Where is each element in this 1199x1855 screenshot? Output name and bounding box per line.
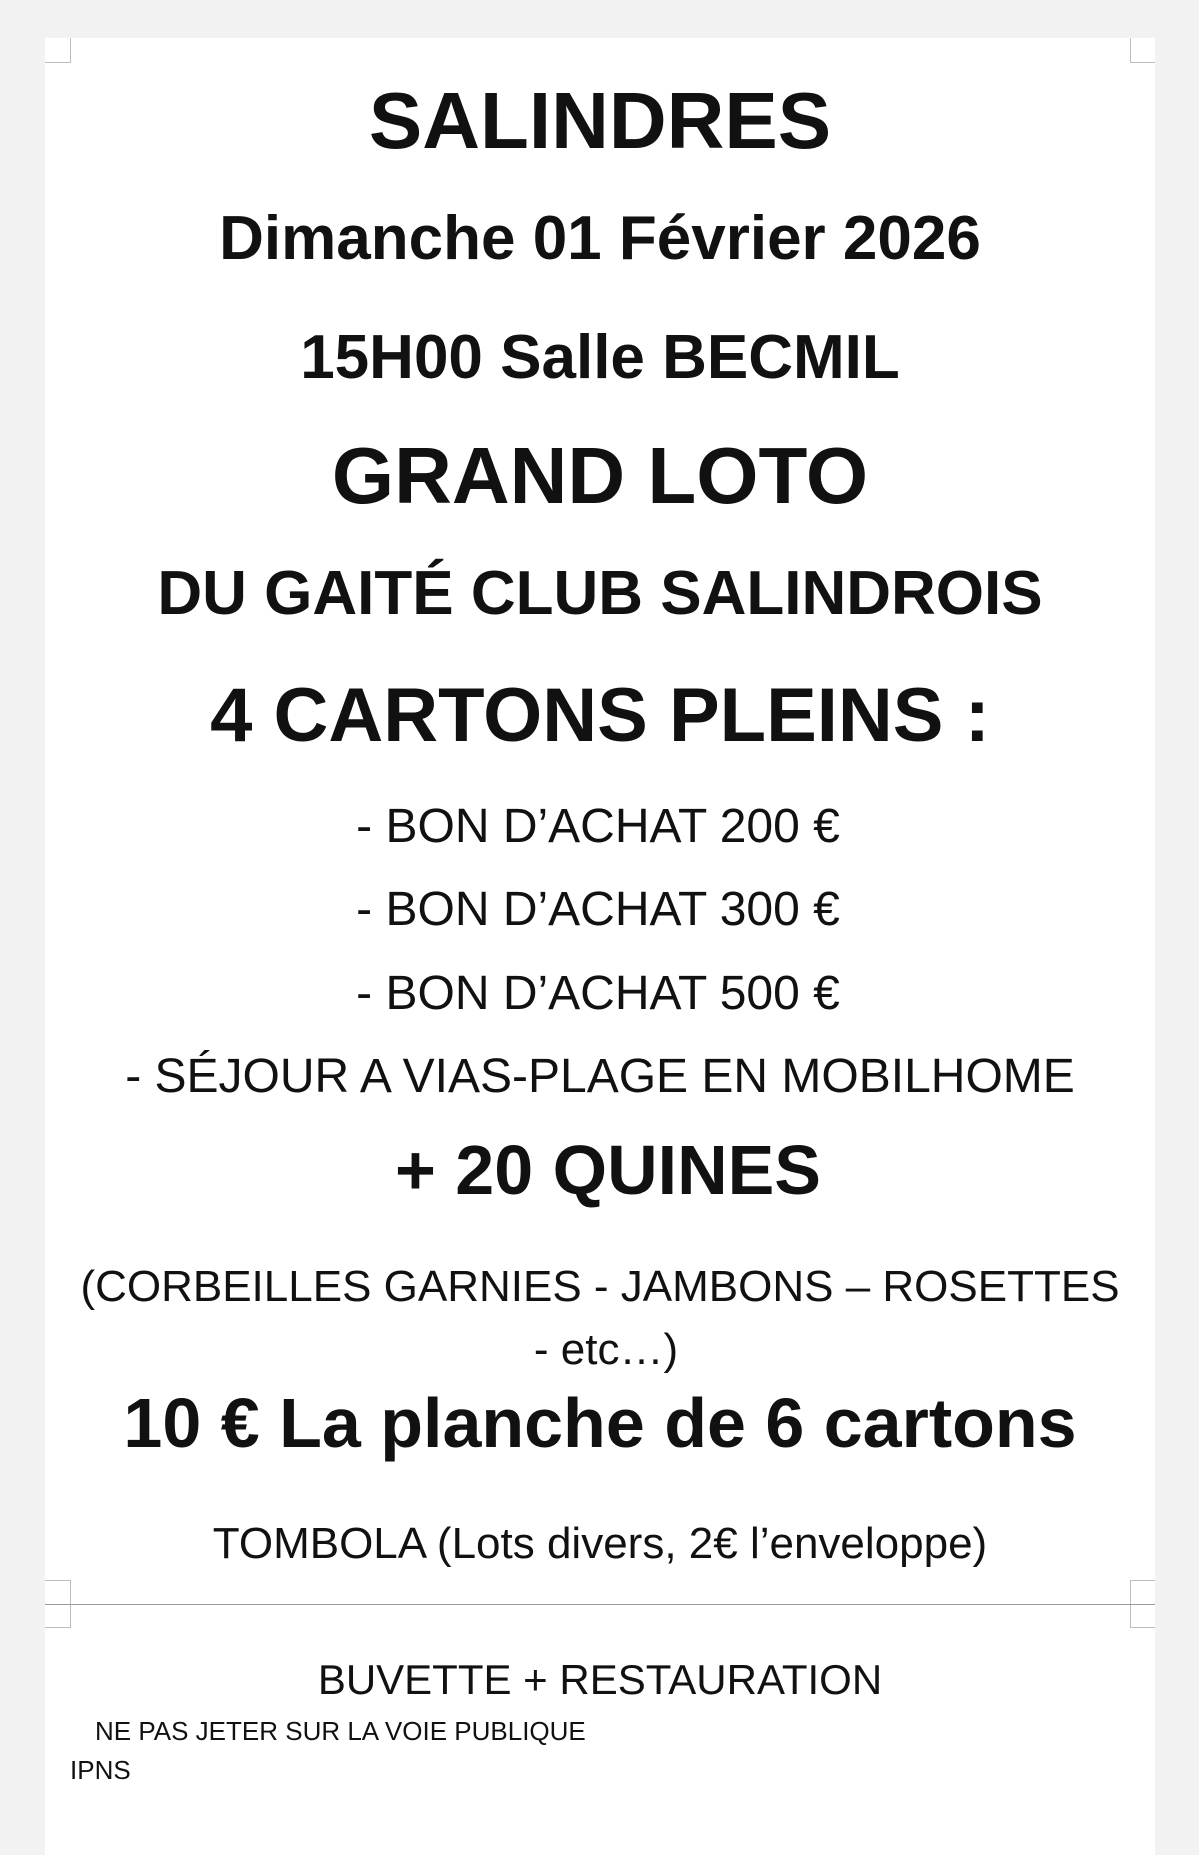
poster-page <box>45 38 1155 1855</box>
cartons-heading: 4 CARTONS PLEINS : <box>210 673 990 758</box>
crop-mark <box>1130 1627 1155 1628</box>
prize-item: - BON D’ACHAT 200 € <box>356 800 840 853</box>
crop-mark <box>45 1627 71 1628</box>
event-title: GRAND LOTO <box>331 431 869 520</box>
crop-mark <box>1130 1580 1155 1581</box>
prize-item: - BON D’ACHAT 300 € <box>356 883 840 936</box>
quines-detail: - etc…) <box>533 1325 679 1374</box>
organizer-name: DU GAITÉ CLUB SALINDROIS <box>157 559 1043 628</box>
crop-mark <box>70 38 71 62</box>
quines-heading: + 20 QUINES <box>394 1131 821 1209</box>
prize-item: - BON D’ACHAT 500 € <box>356 967 840 1020</box>
quines-detail: (CORBEILLES GARNIES - JAMBONS – ROSETTES <box>80 1262 1120 1311</box>
crop-mark <box>45 1580 71 1581</box>
crop-mark <box>1130 62 1155 63</box>
price-info: 10 € La planche de 6 cartons <box>123 1384 1077 1462</box>
disposal-notice: NE PAS JETER SUR LA VOIE PUBLIQUE <box>95 1716 586 1746</box>
crop-mark <box>1130 38 1131 62</box>
buvette-info: BUVETTE + RESTAURATION <box>317 1656 883 1703</box>
prize-item: - SÉJOUR A VIAS-PLAGE EN MOBILHOME <box>125 1050 1075 1103</box>
footer-divider <box>45 1604 1155 1605</box>
crop-mark <box>45 62 71 63</box>
event-date: Dimanche 01 Février 2026 <box>219 204 981 273</box>
tombola-info: TOMBOLA (Lots divers, 2€ l’enveloppe) <box>212 1519 988 1568</box>
ipns-label: IPNS <box>70 1755 131 1785</box>
town-title: SALINDRES <box>368 76 832 165</box>
event-time-place: 15H00 Salle BECMIL <box>300 323 900 392</box>
